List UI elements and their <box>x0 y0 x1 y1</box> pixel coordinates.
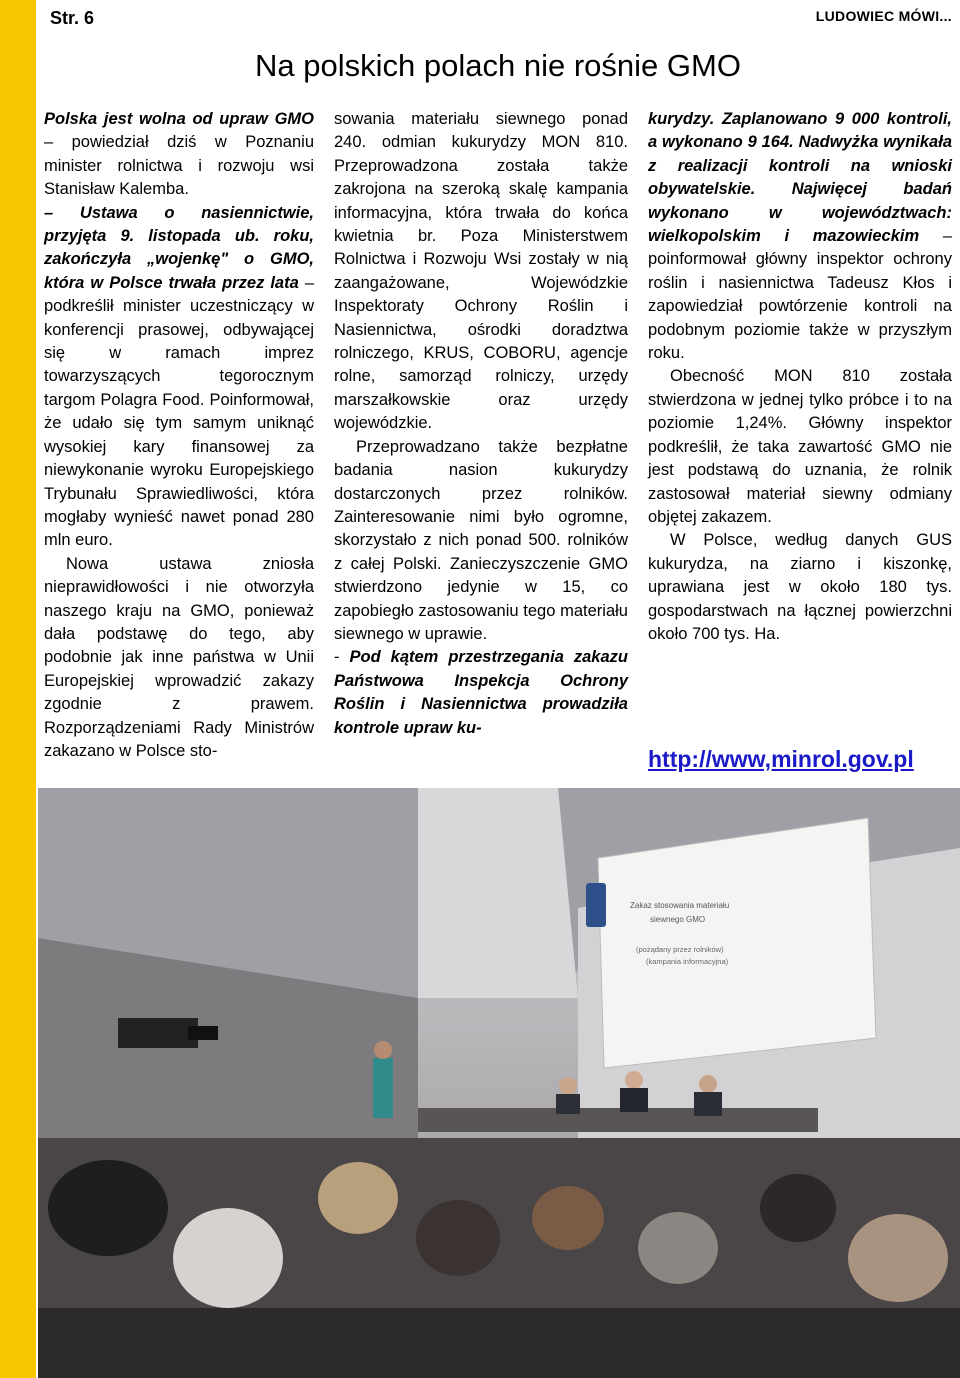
audience-head <box>416 1200 500 1276</box>
accent-stripe <box>0 0 36 1378</box>
logo-emblem <box>586 883 606 927</box>
column-1 <box>44 108 314 763</box>
column-pillar <box>418 788 578 998</box>
screen-line: Zakaz stosowania materiału <box>630 901 730 910</box>
audience-head <box>760 1174 836 1242</box>
lead-text: Polska jest wolna od upraw GMO <box>44 110 314 128</box>
column-2 <box>334 108 628 740</box>
body-text: – powiedział dziś w Poznaniu minister rolnictwa i rozwoju wsi Stanisław Kalemba. <box>44 133 314 199</box>
audience-head <box>532 1186 604 1250</box>
source-link[interactable]: http://www,minrol.gov.pl <box>648 746 914 772</box>
cameraman-head <box>374 1041 392 1059</box>
panel-table <box>418 1108 818 1132</box>
body-text: – poinformował główny inspektor ochrony roślin i nasiennictwa Tadeusz Kłos i zapowiedział powtórzenie kontroli na podobnym poziomie także w przyszłym roku. <box>648 227 953 363</box>
audience-head <box>318 1162 398 1234</box>
paragraph <box>44 202 314 553</box>
column-3 <box>648 108 952 646</box>
camera-lens <box>188 1026 218 1040</box>
paragraph: sowania materiału siewnego ponad 240. odmian kukurydzy MON 810. Przeprowadzona została także zakrojona na szeroką skalę kampania informacyjna, która trwała do końca kwietnia br. Poza Ministerstwem Rolnictwa i Rozwoju Wsi zostały w nią zaangażowane, Wojewódzkie Inspektoraty Ochrony Roślin i Nasiennictwa, ośrodki doradztwa rolniczego, KRUS, COBORU, agencje rolne, samorząd rolniczy, urzędy marszałkowskie oraz urzędy wojewódzkie. <box>334 110 628 433</box>
paragraph: W Polsce, według danych GUS kukurydza, na ziarno i kiszonkę, uprawiana jest w około 180 tys. gospodarstwach na łącznej powierzchni około 700 tys. Ha. <box>648 531 952 643</box>
running-header: LUDOWIEC MÓWI... <box>815 8 952 24</box>
photo-illustration <box>38 788 960 1378</box>
screen-line: (kampania informacyjna) <box>646 957 729 966</box>
audience-head <box>638 1212 718 1284</box>
quote-text: kurydzy. Zaplanowano 9 000 kontroli, a wykonano 9 164. Nadwyżka wynikała z realizacji kontroli na wnioski obywatelskie. Najwięcej badań wykonano w województwach: wielkopolskim i mazowieckim <box>648 110 952 246</box>
speaker-body <box>620 1088 648 1112</box>
paragraph <box>334 646 628 740</box>
paragraph: Obecność MON 810 została stwierdzona w jednej tylko próbce i to na poziomie 1,24%. Główny inspektor podkreślił, że taka zawartość GMO nie jest podstawą do uznania, że rolnik zastosował materiał siewny odmiany objętej zakazem. <box>648 367 952 526</box>
dash: - <box>334 648 350 667</box>
speaker-head <box>559 1077 577 1095</box>
screen-line: siewnego GMO <box>650 915 706 924</box>
paragraph <box>648 108 952 365</box>
audience-head <box>848 1214 948 1302</box>
paragraph <box>44 108 314 202</box>
projection-screen <box>598 818 876 1068</box>
cameraman <box>373 1058 393 1118</box>
paragraph: Przeprowadzano także bezpłatne badania nasion kukurydzy dostarczonych przez rolników. Zainteresowanie nimi było ogromne, skorzystało z nich ponad 500. rolników z całej Polski. Zanieczyszczenie GMO stwierdzono jedynie w 15, co zapobiegło zastosowaniu tego materiału siewnego w uprawie. <box>334 437 628 643</box>
conference-photo <box>38 788 960 1378</box>
speaker-body <box>694 1092 722 1116</box>
paragraph: Nowa ustawa zniosła nieprawidłowości i nie otworzyła naszego kraju na GMO, ponieważ dała podstawę do tego, aby podobnie jak inne państwa w Unii Europejskiej wprowadzić zakazy zgodnie z prawem. Rozporządzeniami Rady Ministrów zakazano w Polsce sto- <box>44 554 314 760</box>
quote-text: – Ustawa o nasiennictwie, przyjęta 9. listopada ub. roku, zakończyła „wojenkę" o GMO, która w Polsce trwała przez lata <box>44 203 314 292</box>
speaker-body <box>556 1094 580 1114</box>
page-number: Str. 6 <box>50 8 95 28</box>
speaker-head <box>699 1075 717 1093</box>
screen-line: (pożądany przez rolników) <box>636 945 724 954</box>
tv-camera <box>118 1018 198 1048</box>
audience-head <box>48 1160 168 1256</box>
audience-head <box>173 1208 283 1308</box>
audience-foreground <box>38 1308 960 1378</box>
quote-text: Pod kątem przestrzegania zakazu Państwowa Inspekcja Ochrony Roślin i Nasiennictwa prowadziła kontrole upraw ku- <box>334 648 628 737</box>
body-text: – podkreślił minister uczestniczący w konferencji prasowej, odbywającej się w ramach imprez towarzyszących tegorocznym targom Polagra Food. Poinformował, że udało się tym samym uniknąć wysokiej kary finansowej za niewykonanie wyroku Europejskiego Trybunału Sprawiedliwości, która mogłaby wynieść nawet ponad 280 mln euro. <box>44 273 314 550</box>
article-title: Na polskich polach nie rośnie GMO <box>255 48 741 83</box>
speaker-head <box>625 1071 643 1089</box>
